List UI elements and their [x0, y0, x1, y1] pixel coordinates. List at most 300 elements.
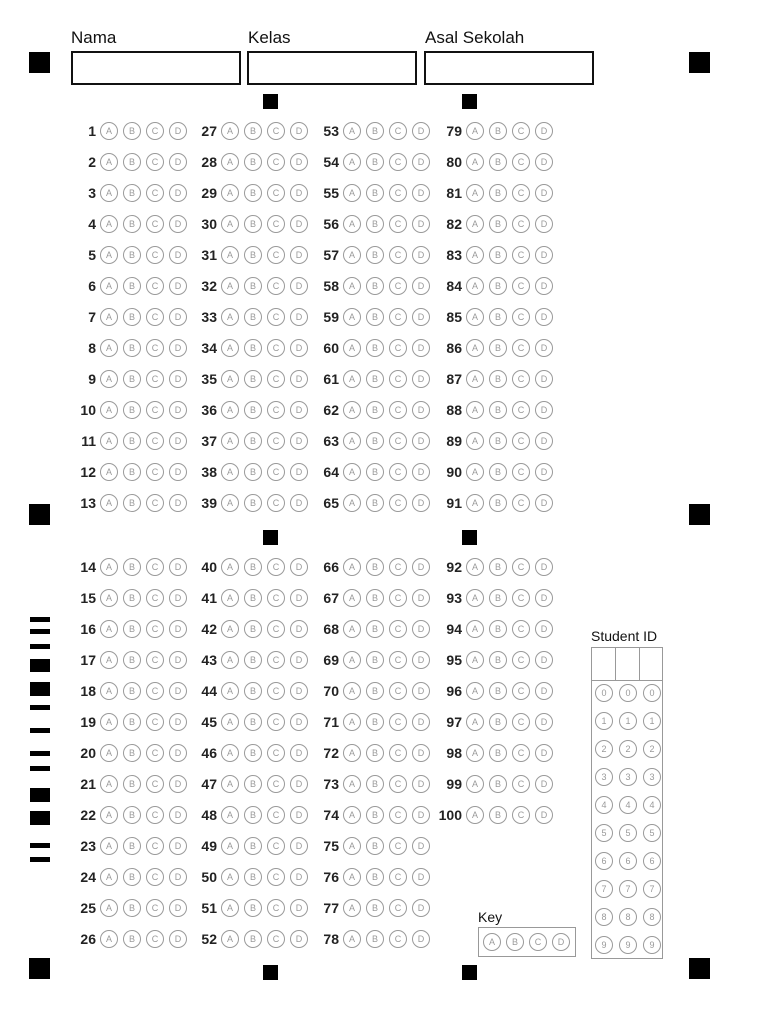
- answer-bubble-b[interactable]: B: [244, 277, 262, 295]
- answer-bubble-c[interactable]: C: [267, 558, 285, 576]
- answer-bubble-a[interactable]: A: [343, 930, 361, 948]
- answer-bubble-d[interactable]: D: [290, 401, 308, 419]
- answer-bubble-c[interactable]: C: [146, 339, 164, 357]
- student-id-bubble-8[interactable]: 8: [643, 908, 661, 926]
- answer-bubble-b[interactable]: B: [244, 899, 262, 917]
- answer-bubble-a[interactable]: A: [221, 558, 239, 576]
- answer-bubble-b[interactable]: B: [489, 494, 507, 512]
- student-id-bubble-3[interactable]: 3: [643, 768, 661, 786]
- answer-bubble-c[interactable]: C: [267, 153, 285, 171]
- answer-bubble-c[interactable]: C: [389, 682, 407, 700]
- answer-bubble-b[interactable]: B: [244, 775, 262, 793]
- answer-bubble-d[interactable]: D: [412, 432, 430, 450]
- answer-bubble-c[interactable]: C: [146, 620, 164, 638]
- answer-bubble-d[interactable]: D: [290, 246, 308, 264]
- answer-bubble-c[interactable]: C: [512, 184, 530, 202]
- answer-bubble-b[interactable]: B: [489, 401, 507, 419]
- answer-bubble-c[interactable]: C: [512, 308, 530, 326]
- answer-bubble-a[interactable]: A: [343, 246, 361, 264]
- answer-bubble-b[interactable]: B: [366, 806, 384, 824]
- student-id-write-box[interactable]: [592, 648, 616, 680]
- answer-bubble-c[interactable]: C: [146, 775, 164, 793]
- answer-bubble-a[interactable]: A: [466, 246, 484, 264]
- answer-bubble-c[interactable]: C: [146, 744, 164, 762]
- answer-bubble-d[interactable]: D: [169, 899, 187, 917]
- answer-bubble-b[interactable]: B: [244, 713, 262, 731]
- answer-bubble-b[interactable]: B: [123, 463, 141, 481]
- answer-bubble-b[interactable]: B: [366, 713, 384, 731]
- answer-bubble-b[interactable]: B: [244, 401, 262, 419]
- answer-bubble-a[interactable]: A: [221, 184, 239, 202]
- answer-bubble-a[interactable]: A: [466, 713, 484, 731]
- answer-bubble-c[interactable]: C: [267, 494, 285, 512]
- answer-bubble-a[interactable]: A: [100, 775, 118, 793]
- answer-bubble-a[interactable]: A: [221, 682, 239, 700]
- answer-bubble-b[interactable]: B: [489, 651, 507, 669]
- answer-bubble-d[interactable]: D: [535, 651, 553, 669]
- answer-bubble-a[interactable]: A: [100, 868, 118, 886]
- answer-bubble-c[interactable]: C: [512, 153, 530, 171]
- answer-bubble-c[interactable]: C: [512, 370, 530, 388]
- answer-bubble-d[interactable]: D: [290, 122, 308, 140]
- answer-bubble-d[interactable]: D: [169, 837, 187, 855]
- answer-bubble-c[interactable]: C: [389, 401, 407, 419]
- answer-bubble-a[interactable]: A: [221, 837, 239, 855]
- answer-bubble-d[interactable]: D: [412, 899, 430, 917]
- answer-bubble-b[interactable]: B: [366, 432, 384, 450]
- answer-bubble-a[interactable]: A: [221, 868, 239, 886]
- answer-bubble-c[interactable]: C: [146, 589, 164, 607]
- student-id-bubble-9[interactable]: 9: [595, 936, 613, 954]
- answer-bubble-d[interactable]: D: [169, 930, 187, 948]
- answer-bubble-b[interactable]: B: [366, 558, 384, 576]
- answer-bubble-a[interactable]: A: [343, 215, 361, 233]
- answer-bubble-c[interactable]: C: [267, 308, 285, 326]
- student-id-bubble-6[interactable]: 6: [643, 852, 661, 870]
- answer-bubble-b[interactable]: B: [244, 339, 262, 357]
- answer-bubble-c[interactable]: C: [389, 463, 407, 481]
- answer-bubble-a[interactable]: A: [100, 806, 118, 824]
- answer-bubble-c[interactable]: C: [389, 122, 407, 140]
- answer-bubble-b[interactable]: B: [366, 868, 384, 886]
- answer-bubble-d[interactable]: D: [290, 432, 308, 450]
- answer-bubble-b[interactable]: B: [123, 899, 141, 917]
- answer-bubble-a[interactable]: A: [466, 775, 484, 793]
- answer-bubble-b[interactable]: B: [489, 215, 507, 233]
- answer-bubble-a[interactable]: A: [221, 713, 239, 731]
- answer-bubble-b[interactable]: B: [244, 215, 262, 233]
- answer-bubble-b[interactable]: B: [489, 589, 507, 607]
- answer-bubble-d[interactable]: D: [290, 558, 308, 576]
- answer-bubble-c[interactable]: C: [146, 682, 164, 700]
- answer-bubble-d[interactable]: D: [535, 277, 553, 295]
- answer-bubble-d[interactable]: D: [412, 339, 430, 357]
- answer-bubble-b[interactable]: B: [489, 153, 507, 171]
- answer-bubble-d[interactable]: D: [169, 713, 187, 731]
- answer-bubble-c[interactable]: C: [267, 122, 285, 140]
- answer-bubble-a[interactable]: A: [100, 246, 118, 264]
- answer-bubble-c[interactable]: C: [389, 153, 407, 171]
- answer-bubble-d[interactable]: D: [169, 620, 187, 638]
- answer-bubble-b[interactable]: B: [366, 184, 384, 202]
- answer-bubble-a[interactable]: A: [343, 494, 361, 512]
- student-id-write-box[interactable]: [640, 648, 664, 680]
- answer-bubble-c[interactable]: C: [267, 713, 285, 731]
- answer-bubble-d[interactable]: D: [169, 401, 187, 419]
- answer-bubble-a[interactable]: A: [343, 370, 361, 388]
- answer-bubble-c[interactable]: C: [146, 651, 164, 669]
- answer-bubble-b[interactable]: B: [123, 651, 141, 669]
- answer-bubble-c[interactable]: C: [512, 713, 530, 731]
- answer-bubble-d[interactable]: D: [169, 370, 187, 388]
- answer-bubble-a[interactable]: A: [466, 744, 484, 762]
- answer-bubble-d[interactable]: D: [412, 620, 430, 638]
- answer-bubble-b[interactable]: B: [366, 401, 384, 419]
- answer-bubble-a[interactable]: A: [343, 713, 361, 731]
- answer-bubble-c[interactable]: C: [389, 432, 407, 450]
- answer-bubble-b[interactable]: B: [244, 589, 262, 607]
- answer-bubble-c[interactable]: C: [389, 899, 407, 917]
- answer-bubble-d[interactable]: D: [290, 370, 308, 388]
- kelas-field[interactable]: [247, 51, 417, 85]
- answer-bubble-c[interactable]: C: [146, 930, 164, 948]
- student-id-bubble-2[interactable]: 2: [619, 740, 637, 758]
- answer-bubble-c[interactable]: C: [267, 837, 285, 855]
- answer-bubble-c[interactable]: C: [267, 620, 285, 638]
- answer-bubble-b[interactable]: B: [366, 837, 384, 855]
- answer-bubble-a[interactable]: A: [343, 868, 361, 886]
- answer-bubble-d[interactable]: D: [169, 868, 187, 886]
- answer-bubble-d[interactable]: D: [535, 494, 553, 512]
- answer-bubble-a[interactable]: A: [221, 930, 239, 948]
- answer-bubble-b[interactable]: B: [123, 682, 141, 700]
- answer-bubble-c[interactable]: C: [146, 308, 164, 326]
- answer-bubble-b[interactable]: B: [489, 184, 507, 202]
- answer-bubble-b[interactable]: B: [244, 806, 262, 824]
- answer-bubble-b[interactable]: B: [366, 246, 384, 264]
- answer-bubble-c[interactable]: C: [512, 589, 530, 607]
- answer-bubble-d[interactable]: D: [169, 122, 187, 140]
- answer-bubble-c[interactable]: C: [267, 589, 285, 607]
- answer-bubble-c[interactable]: C: [389, 837, 407, 855]
- student-id-bubble-5[interactable]: 5: [595, 824, 613, 842]
- answer-bubble-a[interactable]: A: [221, 806, 239, 824]
- answer-bubble-d[interactable]: D: [169, 246, 187, 264]
- answer-bubble-d[interactable]: D: [412, 122, 430, 140]
- answer-bubble-c[interactable]: C: [267, 899, 285, 917]
- answer-bubble-d[interactable]: D: [412, 837, 430, 855]
- answer-bubble-a[interactable]: A: [466, 682, 484, 700]
- answer-bubble-d[interactable]: D: [290, 494, 308, 512]
- answer-bubble-a[interactable]: A: [466, 339, 484, 357]
- answer-bubble-a[interactable]: A: [343, 308, 361, 326]
- answer-bubble-d[interactable]: D: [412, 775, 430, 793]
- answer-bubble-a[interactable]: A: [221, 494, 239, 512]
- answer-bubble-c[interactable]: C: [389, 277, 407, 295]
- answer-bubble-a[interactable]: A: [100, 339, 118, 357]
- student-id-bubble-4[interactable]: 4: [619, 796, 637, 814]
- answer-bubble-d[interactable]: D: [535, 713, 553, 731]
- answer-bubble-b[interactable]: B: [366, 339, 384, 357]
- answer-bubble-b[interactable]: B: [489, 713, 507, 731]
- answer-bubble-a[interactable]: A: [100, 401, 118, 419]
- answer-bubble-c[interactable]: C: [146, 153, 164, 171]
- answer-bubble-a[interactable]: A: [343, 339, 361, 357]
- answer-bubble-a[interactable]: A: [100, 370, 118, 388]
- answer-bubble-a[interactable]: A: [343, 744, 361, 762]
- answer-bubble-d[interactable]: D: [169, 651, 187, 669]
- answer-bubble-c[interactable]: C: [389, 184, 407, 202]
- answer-bubble-c[interactable]: C: [267, 246, 285, 264]
- answer-bubble-d[interactable]: D: [290, 620, 308, 638]
- answer-bubble-b[interactable]: B: [244, 930, 262, 948]
- answer-bubble-c[interactable]: C: [146, 401, 164, 419]
- student-id-write-box[interactable]: [616, 648, 640, 680]
- answer-bubble-b[interactable]: B: [366, 370, 384, 388]
- student-id-bubble-7[interactable]: 7: [643, 880, 661, 898]
- answer-bubble-c[interactable]: C: [267, 432, 285, 450]
- answer-bubble-d[interactable]: D: [290, 930, 308, 948]
- answer-bubble-a[interactable]: A: [221, 401, 239, 419]
- answer-bubble-a[interactable]: A: [221, 122, 239, 140]
- answer-bubble-c[interactable]: C: [146, 494, 164, 512]
- answer-bubble-c[interactable]: C: [267, 651, 285, 669]
- answer-bubble-a[interactable]: A: [221, 589, 239, 607]
- answer-bubble-a[interactable]: A: [100, 651, 118, 669]
- answer-bubble-b[interactable]: B: [123, 806, 141, 824]
- answer-bubble-c[interactable]: C: [267, 184, 285, 202]
- answer-bubble-c[interactable]: C: [267, 806, 285, 824]
- answer-bubble-b[interactable]: B: [489, 308, 507, 326]
- answer-bubble-b[interactable]: B: [489, 432, 507, 450]
- answer-bubble-a[interactable]: A: [100, 215, 118, 233]
- answer-bubble-b[interactable]: B: [366, 744, 384, 762]
- answer-bubble-b[interactable]: B: [244, 122, 262, 140]
- answer-bubble-c[interactable]: C: [146, 463, 164, 481]
- student-id-bubble-3[interactable]: 3: [619, 768, 637, 786]
- answer-bubble-c[interactable]: C: [146, 432, 164, 450]
- answer-bubble-d[interactable]: D: [290, 775, 308, 793]
- answer-bubble-a[interactable]: A: [221, 370, 239, 388]
- answer-bubble-c[interactable]: C: [512, 432, 530, 450]
- answer-bubble-b[interactable]: B: [244, 868, 262, 886]
- answer-bubble-b[interactable]: B: [123, 494, 141, 512]
- answer-bubble-b[interactable]: B: [123, 868, 141, 886]
- answer-bubble-b[interactable]: B: [489, 463, 507, 481]
- answer-bubble-d[interactable]: D: [412, 308, 430, 326]
- answer-bubble-a[interactable]: A: [100, 837, 118, 855]
- answer-bubble-d[interactable]: D: [535, 246, 553, 264]
- answer-bubble-a[interactable]: A: [343, 432, 361, 450]
- answer-bubble-a[interactable]: A: [466, 432, 484, 450]
- answer-bubble-a[interactable]: A: [466, 277, 484, 295]
- answer-bubble-d[interactable]: D: [169, 806, 187, 824]
- answer-bubble-d[interactable]: D: [290, 589, 308, 607]
- answer-bubble-d[interactable]: D: [535, 153, 553, 171]
- answer-bubble-a[interactable]: A: [343, 277, 361, 295]
- answer-bubble-b[interactable]: B: [123, 589, 141, 607]
- student-id-bubble-5[interactable]: 5: [643, 824, 661, 842]
- student-id-bubble-9[interactable]: 9: [643, 936, 661, 954]
- answer-bubble-a[interactable]: A: [466, 463, 484, 481]
- answer-bubble-d[interactable]: D: [412, 463, 430, 481]
- answer-bubble-c[interactable]: C: [267, 277, 285, 295]
- answer-bubble-d[interactable]: D: [290, 899, 308, 917]
- answer-bubble-b[interactable]: B: [366, 930, 384, 948]
- answer-bubble-c[interactable]: C: [389, 775, 407, 793]
- answer-bubble-a[interactable]: A: [343, 775, 361, 793]
- answer-bubble-c[interactable]: C: [389, 620, 407, 638]
- answer-bubble-c[interactable]: C: [146, 277, 164, 295]
- student-id-bubble-2[interactable]: 2: [595, 740, 613, 758]
- answer-bubble-b[interactable]: B: [123, 370, 141, 388]
- student-id-bubble-5[interactable]: 5: [619, 824, 637, 842]
- answer-bubble-a[interactable]: A: [343, 401, 361, 419]
- answer-bubble-c[interactable]: C: [512, 775, 530, 793]
- answer-bubble-d[interactable]: D: [412, 494, 430, 512]
- answer-bubble-c[interactable]: C: [512, 651, 530, 669]
- answer-bubble-b[interactable]: B: [489, 744, 507, 762]
- answer-bubble-d[interactable]: D: [290, 713, 308, 731]
- answer-bubble-d[interactable]: D: [290, 868, 308, 886]
- answer-bubble-c[interactable]: C: [389, 651, 407, 669]
- answer-bubble-c[interactable]: C: [389, 589, 407, 607]
- answer-bubble-b[interactable]: B: [244, 744, 262, 762]
- answer-bubble-d[interactable]: D: [535, 744, 553, 762]
- answer-bubble-a[interactable]: A: [100, 744, 118, 762]
- answer-bubble-a[interactable]: A: [221, 651, 239, 669]
- answer-bubble-b[interactable]: B: [123, 308, 141, 326]
- answer-bubble-d[interactable]: D: [169, 463, 187, 481]
- answer-bubble-d[interactable]: D: [290, 153, 308, 171]
- answer-bubble-c[interactable]: C: [267, 463, 285, 481]
- student-id-bubble-9[interactable]: 9: [619, 936, 637, 954]
- answer-bubble-d[interactable]: D: [412, 184, 430, 202]
- answer-bubble-d[interactable]: D: [412, 153, 430, 171]
- answer-bubble-a[interactable]: A: [221, 339, 239, 357]
- answer-bubble-b[interactable]: B: [244, 432, 262, 450]
- answer-bubble-c[interactable]: C: [389, 558, 407, 576]
- answer-bubble-a[interactable]: A: [100, 463, 118, 481]
- answer-bubble-d[interactable]: D: [535, 558, 553, 576]
- answer-bubble-d[interactable]: D: [535, 370, 553, 388]
- answer-bubble-d[interactable]: D: [290, 682, 308, 700]
- answer-bubble-b[interactable]: B: [244, 463, 262, 481]
- answer-bubble-b[interactable]: B: [123, 930, 141, 948]
- answer-bubble-a[interactable]: A: [221, 463, 239, 481]
- answer-bubble-a[interactable]: A: [100, 620, 118, 638]
- answer-bubble-d[interactable]: D: [169, 432, 187, 450]
- answer-bubble-d[interactable]: D: [169, 589, 187, 607]
- answer-bubble-a[interactable]: A: [100, 122, 118, 140]
- answer-bubble-b[interactable]: B: [123, 122, 141, 140]
- student-id-bubble-7[interactable]: 7: [595, 880, 613, 898]
- answer-bubble-c[interactable]: C: [512, 744, 530, 762]
- answer-bubble-b[interactable]: B: [123, 277, 141, 295]
- answer-bubble-a[interactable]: A: [221, 744, 239, 762]
- answer-bubble-a[interactable]: A: [221, 620, 239, 638]
- answer-bubble-a[interactable]: A: [100, 713, 118, 731]
- answer-bubble-b[interactable]: B: [366, 620, 384, 638]
- answer-bubble-a[interactable]: A: [343, 463, 361, 481]
- answer-bubble-b[interactable]: B: [244, 620, 262, 638]
- answer-bubble-d[interactable]: D: [169, 494, 187, 512]
- answer-bubble-a[interactable]: A: [466, 651, 484, 669]
- answer-bubble-c[interactable]: C: [512, 494, 530, 512]
- answer-bubble-c[interactable]: C: [146, 370, 164, 388]
- answer-bubble-c[interactable]: C: [512, 620, 530, 638]
- answer-bubble-a[interactable]: A: [466, 215, 484, 233]
- answer-bubble-a[interactable]: A: [221, 775, 239, 793]
- nama-field[interactable]: [71, 51, 241, 85]
- answer-bubble-d[interactable]: D: [412, 651, 430, 669]
- answer-bubble-b[interactable]: B: [244, 837, 262, 855]
- answer-bubble-d[interactable]: D: [535, 589, 553, 607]
- answer-bubble-b[interactable]: B: [366, 277, 384, 295]
- student-id-bubble-4[interactable]: 4: [643, 796, 661, 814]
- student-id-bubble-1[interactable]: 1: [619, 712, 637, 730]
- answer-bubble-a[interactable]: A: [466, 184, 484, 202]
- answer-bubble-c[interactable]: C: [267, 401, 285, 419]
- answer-bubble-c[interactable]: C: [512, 806, 530, 824]
- answer-bubble-d[interactable]: D: [535, 806, 553, 824]
- answer-bubble-b[interactable]: B: [123, 246, 141, 264]
- answer-bubble-a[interactable]: A: [466, 589, 484, 607]
- answer-bubble-d[interactable]: D: [535, 122, 553, 140]
- answer-bubble-b[interactable]: B: [123, 837, 141, 855]
- answer-bubble-a[interactable]: A: [343, 806, 361, 824]
- answer-bubble-b[interactable]: B: [123, 432, 141, 450]
- answer-bubble-a[interactable]: A: [466, 370, 484, 388]
- answer-bubble-c[interactable]: C: [389, 494, 407, 512]
- answer-bubble-d[interactable]: D: [535, 184, 553, 202]
- answer-bubble-d[interactable]: D: [412, 558, 430, 576]
- answer-bubble-a[interactable]: A: [343, 682, 361, 700]
- student-id-bubble-7[interactable]: 7: [619, 880, 637, 898]
- answer-bubble-d[interactable]: D: [169, 215, 187, 233]
- answer-bubble-a[interactable]: A: [100, 184, 118, 202]
- answer-bubble-d[interactable]: D: [290, 308, 308, 326]
- answer-bubble-b[interactable]: B: [489, 558, 507, 576]
- answer-bubble-b[interactable]: B: [489, 775, 507, 793]
- answer-bubble-b[interactable]: B: [244, 651, 262, 669]
- answer-bubble-d[interactable]: D: [535, 339, 553, 357]
- answer-bubble-c[interactable]: C: [267, 215, 285, 233]
- answer-bubble-a[interactable]: A: [466, 620, 484, 638]
- answer-bubble-c[interactable]: C: [389, 713, 407, 731]
- student-id-bubble-3[interactable]: 3: [595, 768, 613, 786]
- answer-bubble-a[interactable]: A: [221, 277, 239, 295]
- answer-bubble-b[interactable]: B: [244, 494, 262, 512]
- answer-bubble-c[interactable]: C: [146, 122, 164, 140]
- answer-bubble-b[interactable]: B: [244, 682, 262, 700]
- answer-bubble-a[interactable]: A: [100, 558, 118, 576]
- answer-bubble-d[interactable]: D: [290, 277, 308, 295]
- answer-bubble-d[interactable]: D: [290, 651, 308, 669]
- answer-bubble-b[interactable]: B: [123, 401, 141, 419]
- answer-bubble-d[interactable]: D: [290, 339, 308, 357]
- answer-bubble-b[interactable]: B: [123, 339, 141, 357]
- answer-bubble-a[interactable]: A: [343, 620, 361, 638]
- answer-bubble-b[interactable]: B: [244, 308, 262, 326]
- answer-bubble-c[interactable]: C: [267, 775, 285, 793]
- student-id-bubble-1[interactable]: 1: [643, 712, 661, 730]
- answer-bubble-c[interactable]: C: [146, 713, 164, 731]
- answer-bubble-b[interactable]: B: [489, 122, 507, 140]
- answer-bubble-c[interactable]: C: [389, 806, 407, 824]
- answer-bubble-d[interactable]: D: [412, 806, 430, 824]
- answer-bubble-b[interactable]: B: [366, 899, 384, 917]
